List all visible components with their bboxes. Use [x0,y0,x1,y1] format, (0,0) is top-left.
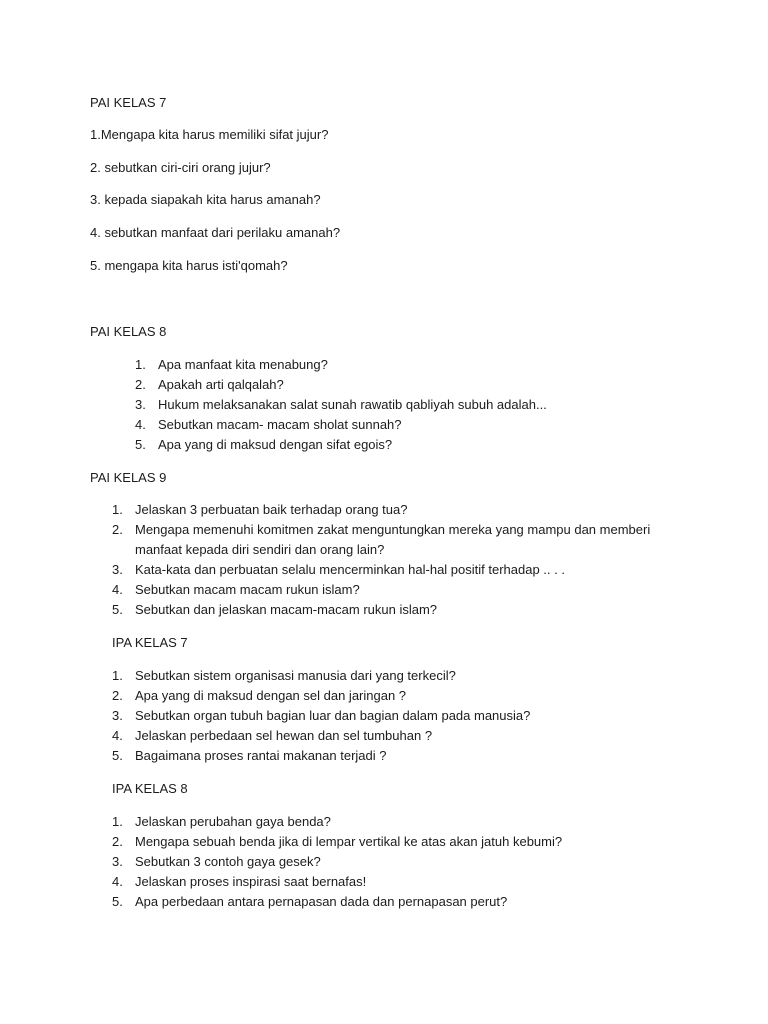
list-number: 1. [112,814,123,829]
list-number: 3. [112,562,123,577]
list-number: 4. [112,728,123,743]
question-line: 2. sebutkan ciri-ciri orang jujur? [90,160,271,175]
list-item-text: Mengapa memenuhi komitmen zakat menguntungkan mereka yang mampu dan memberi [135,522,651,537]
question-line: 3. kepada siapakah kita harus amanah? [90,192,321,207]
list-item-text: Sebutkan organ tubuh bagian luar dan bagian dalam pada manusia? [135,708,531,723]
question-line: 1.Mengapa kita harus memiliki sifat jujur? [90,127,329,142]
list-item-text: Apa perbedaan antara pernapasan dada dan pernapasan perut? [135,894,508,909]
list-number: 5. [112,748,123,763]
list-item-text: Apa yang di maksud dengan sifat egois? [158,437,393,452]
list-number: 1. [112,668,123,683]
list-item-text: Mengapa sebuah benda jika di lempar vertikal ke atas akan jatuh kebumi? [135,834,563,849]
list-item-text: Jelaskan 3 perbuatan baik terhadap orang tua? [135,502,408,517]
list-number: 3. [112,854,123,869]
list-number: 5. [112,894,123,909]
list-number: 4. [135,417,146,432]
list-number: 4. [112,582,123,597]
list-number: 3. [135,397,146,412]
list-item-text: Bagaimana proses rantai makanan terjadi ? [135,748,387,763]
list-item-text-continuation: manfaat kepada diri sendiri dan orang lain? [135,542,385,557]
section-heading-ipa-7: IPA KELAS 7 [112,635,188,650]
list-item-text: Sebutkan macam macam rukun islam? [135,582,360,597]
list-item-text: Sebutkan 3 contoh gaya gesek? [135,854,321,869]
list-item-text: Kata-kata dan perbuatan selalu mencerminkan hal-hal positif terhadap .. . . [135,562,565,577]
list-number: 2. [112,522,123,537]
list-item-text: Jelaskan perbedaan sel hewan dan sel tumbuhan ? [135,728,433,743]
section-heading-pai-9: PAI KELAS 9 [90,470,167,485]
list-number: 1. [135,357,146,372]
list-number: 5. [112,602,123,617]
list-item-text: Jelaskan perubahan gaya benda? [135,814,331,829]
list-item-text: Apakah arti qalqalah? [158,377,284,392]
list-number: 2. [112,688,123,703]
list-item-text: Apa yang di maksud dengan sel dan jaringan ? [135,688,407,703]
list-item-text: Jelaskan proses inspirasi saat bernafas! [135,874,367,889]
list-item-text: Apa manfaat kita menabung? [158,357,328,372]
list-number: 2. [112,834,123,849]
list-item-text: Sebutkan macam- macam sholat sunnah? [158,417,402,432]
section-heading-ipa-8: IPA KELAS 8 [112,781,188,796]
list-item-text: Hukum melaksanakan salat sunah rawatib qabliyah subuh adalah... [158,397,547,412]
section-heading-pai-8: PAI KELAS 8 [90,324,167,339]
list-item-text: Sebutkan sistem organisasi manusia dari yang terkecil? [135,668,456,683]
list-number: 4. [112,874,123,889]
list-number: 1. [112,502,123,517]
question-line: 5. mengapa kita harus isti'qomah? [90,258,288,273]
section-heading-pai-7: PAI KELAS 7 [90,95,167,110]
list-number: 3. [112,708,123,723]
question-line: 4. sebutkan manfaat dari perilaku amanah? [90,225,341,240]
list-item-text: Sebutkan dan jelaskan macam-macam rukun islam? [135,602,438,617]
list-number: 5. [135,437,146,452]
list-number: 2. [135,377,146,392]
